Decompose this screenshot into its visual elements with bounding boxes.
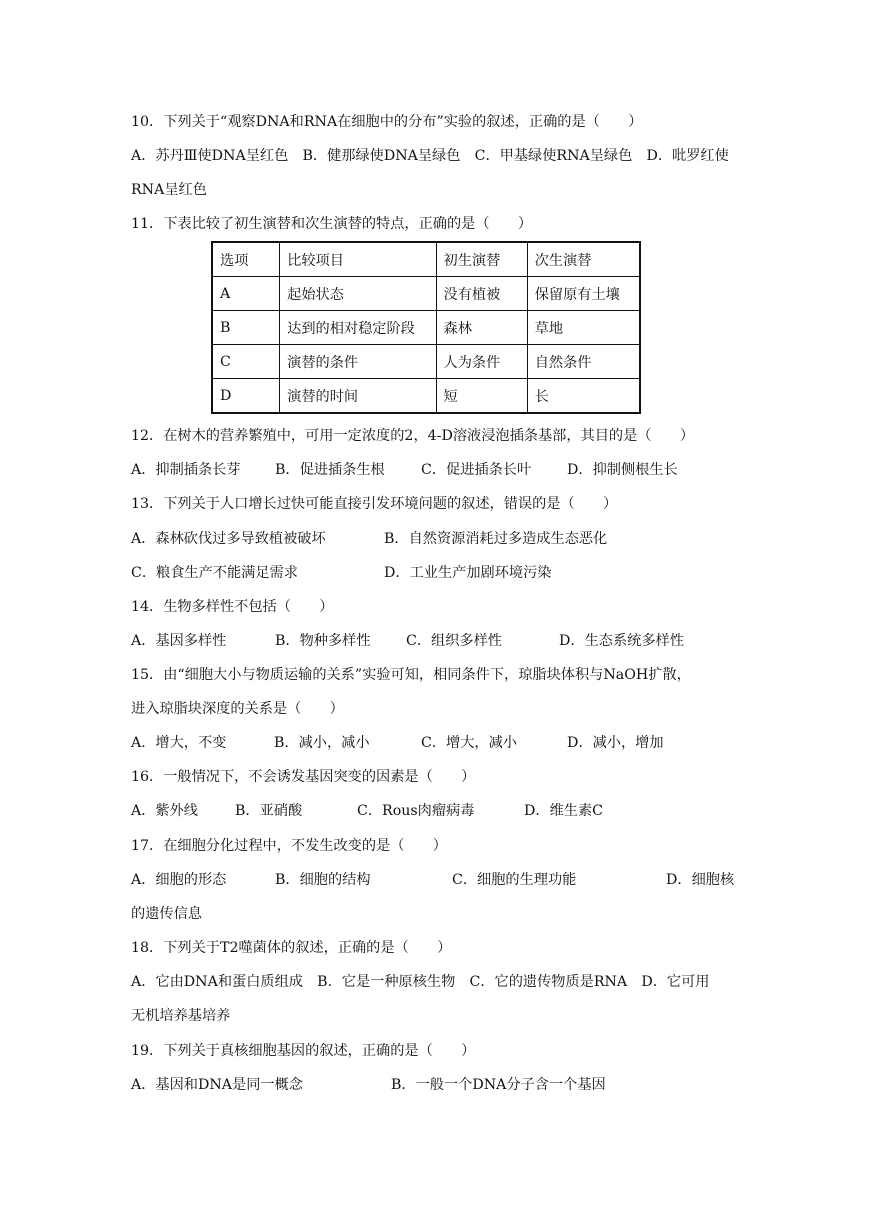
option-c: C．增大，减小 (421, 735, 517, 751)
option-a: A．森林砍伐过多导致植被破坏 (131, 531, 326, 547)
table-header-cell: 选项 (212, 242, 280, 277)
table-row (212, 311, 640, 345)
table-cell: 保留原有土壤 (527, 277, 640, 311)
option-b: B．减小，减小 (274, 735, 370, 751)
table-cell: 演替的条件 (280, 345, 436, 379)
question-15-stem-line1: 15．由“细胞大小与物质运输的关系”实验可知，相同条件下，琼脂块体积与NaOH扩散， (131, 667, 691, 683)
question-18-stem: 18．下列关于T2噬菌体的叙述，正确的是（ ） (131, 940, 452, 956)
option-d: D．抑制侧根生长 (567, 462, 678, 478)
table-cell: 自然条件 (527, 345, 640, 379)
table-cell: 演替的时间 (280, 379, 436, 414)
question-10-options-line2: RNA呈红色 (131, 182, 207, 198)
question-14-stem: 14．生物多样性不包括（ ） (131, 599, 334, 615)
table-cell: 长 (527, 379, 640, 414)
table-header-cell: 比较项目 (280, 242, 436, 277)
table-row (212, 345, 640, 379)
option-b: B．自然资源消耗过多造成生态恶化 (384, 531, 608, 547)
table-header-cell: 初生演替 (436, 242, 527, 277)
table-cell: B (212, 311, 280, 345)
question-19-stem: 19．下列关于真核细胞基因的叙述，正确的是（ ） (131, 1043, 476, 1059)
option-b: B．促进插条生根 (275, 462, 385, 478)
option-c: C．组织多样性 (406, 633, 502, 649)
option-d: D．减小，增加 (567, 735, 664, 751)
question-18-options-line2: 无机培养基培养 (131, 1008, 231, 1024)
option-d: D．细胞核 (666, 872, 735, 888)
table-row (212, 277, 640, 311)
option-b: B．一般一个DNA分子含一个基因 (391, 1077, 606, 1093)
option-d: D．生态系统多样性 (559, 633, 684, 649)
question-11-stem: 11．下表比较了初生演替和次生演替的特点，正确的是（ ） (131, 216, 533, 232)
table-cell: 森林 (436, 311, 527, 345)
option-d: D．工业生产加剧环境污染 (384, 565, 552, 581)
option-a: A．细胞的形态 (131, 872, 227, 888)
option-c: C．促进插条长叶 (421, 462, 532, 478)
table-cell: 草地 (527, 311, 640, 345)
table-cell: 短 (436, 379, 527, 414)
option-c: C．细胞的生理功能 (452, 872, 577, 888)
table-row (212, 379, 640, 414)
table-header-cell: 次生演替 (527, 242, 640, 277)
table-cell: 起始状态 (280, 277, 436, 311)
table-cell: D (212, 379, 280, 414)
option-a: A．抑制插条长芽 (131, 462, 241, 478)
table-cell: 达到的相对稳定阶段 (280, 311, 436, 345)
option-a: A．增大，不变 (131, 735, 227, 751)
question-18-options-line1: A．它由DNA和蛋白质组成 B．它是一种原核生物 C．它的遗传物质是RNA D．它可用 (131, 974, 710, 990)
option-b: B．亚硝酸 (235, 803, 303, 819)
question-12-stem: 12．在树木的营养繁殖中，可用一定浓度的2，4-D溶液浸泡插条基部，其目的是（ ） (131, 428, 695, 444)
question-15-stem-line2: 进入琼脂块深度的关系是（ ） (131, 701, 344, 717)
question-16-stem: 16．一般情况下，不会诱发基因突变的因素是（ ） (131, 769, 476, 785)
question-17-stem: 17．在细胞分化过程中，不发生改变的是（ ） (131, 838, 447, 854)
table-cell: 没有植被 (436, 277, 527, 311)
option-a: A．基因多样性 (131, 633, 227, 649)
option-c: C．粮食生产不能满足需求 (131, 565, 298, 581)
option-d: D．维生素C (524, 803, 603, 819)
option-b: B．细胞的结构 (275, 872, 371, 888)
question-17-options-line2: 的遗传信息 (131, 906, 202, 922)
option-a: A．紫外线 (131, 803, 198, 819)
table-cell: A (212, 277, 280, 311)
table-cell: 人为条件 (436, 345, 527, 379)
question-13-stem: 13．下列关于人口增长过快可能直接引发环境问题的叙述，错误的是（ ） (131, 496, 618, 512)
option-c: C．Rous肉瘤病毒 (357, 803, 475, 819)
option-a: A．基因和DNA是同一概念 (131, 1077, 303, 1093)
succession-comparison-table (211, 241, 641, 414)
option-b: B．物种多样性 (275, 633, 371, 649)
table-header-row (212, 242, 640, 277)
table-cell: C (212, 345, 280, 379)
question-10-stem: 10．下列关于“观察DNA和RNA在细胞中的分布”实验的叙述，正确的是（ ） (131, 114, 643, 130)
question-10-options-line1: A．苏丹Ⅲ使DNA呈红色 B．健那绿使DNA呈绿色 C．甲基绿使RNA呈绿色 D．吡罗红使 (131, 148, 729, 164)
